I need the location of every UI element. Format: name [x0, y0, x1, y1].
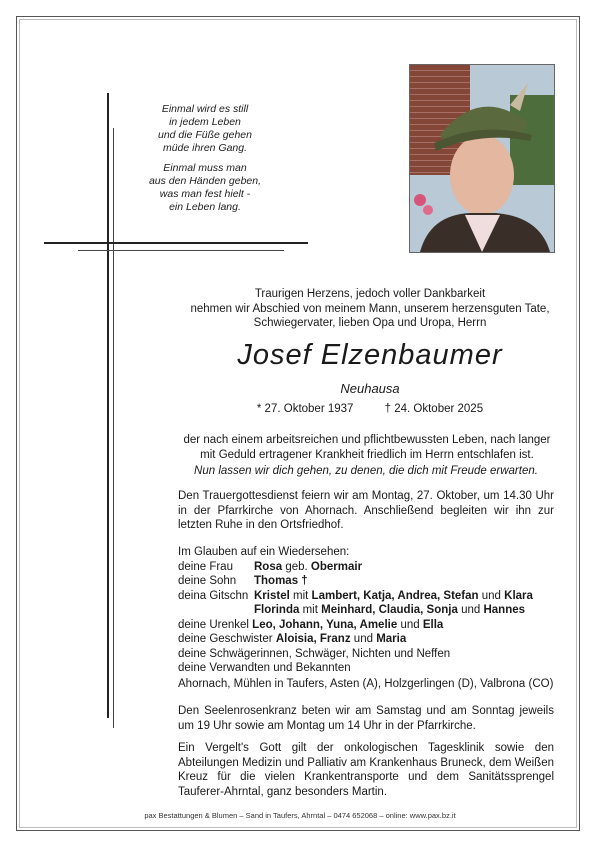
- places-line: Ahornach, Mühlen in Taufers, Asten (A), Holzgerlingen (D), Valbrona (CO): [178, 678, 554, 690]
- family-row-great-grandchildren: deine Urenkel Leo, Johann, Yuna, Amelie und Ella: [178, 618, 444, 631]
- birth-date: * 27. Oktober 1937: [256, 403, 354, 415]
- cross-vertical-1: [107, 93, 109, 718]
- poem-line: ein Leben lang.: [169, 201, 241, 213]
- service-paragraph: Den Trauergottesdienst feiern wir am Montag, 27. Oktober, um 14.30 Uhr in der Pfarrkirche von Ahornach. Anschließend begleiten wir ihn zur letzten Ruhe in den Ortsfriedhof.: [178, 490, 554, 531]
- family-row-siblings: deine Geschwister Aloisia, Franz und Maria: [178, 633, 407, 645]
- deceased-name: Josef Elzenbaumer: [237, 339, 503, 371]
- intro-line: Schwiegervater, lieben Opa und Uropa, Herrn: [253, 317, 487, 329]
- family-row-son: deine Sohn Thomas †: [178, 575, 308, 587]
- poem-line: in jedem Leben: [169, 116, 241, 128]
- family-list: [178, 545, 558, 676]
- family-row-grandchildren-2: Florinda mit Meinhard, Claudia, Sonja und Hannes: [254, 604, 526, 616]
- intro-line: Traurigen Herzens, jedoch voller Dankbarkeit: [254, 288, 486, 300]
- thanks-paragraph: Ein Vergelt's Gott gilt der onkologischen Tagesklinik sowie den Abteilungen Medizin und Palliativ am Krankenhaus Bruneck, dem Weißen Kreuz für die vielen Krankentransporte und dem Sanitätssprengel Tauferer-Ahrntal, ganz besonders Martin.: [178, 742, 554, 798]
- poem-line: aus den Händen geben,: [148, 175, 262, 187]
- poem-line: was man fest hielt -: [159, 188, 251, 200]
- intro-text: [160, 287, 580, 331]
- poem-line: Einmal muss man: [163, 162, 247, 174]
- life-dates: [160, 403, 580, 415]
- poem-line: müde ihren Gang.: [162, 142, 248, 154]
- intro-line: nehmen wir Abschied von meinem Mann, unserem herzensguten Tate,: [190, 302, 550, 315]
- rosary-paragraph: Den Seelenrosenkranz beten wir am Samstag und am Sonntag jeweils um 19 Uhr sowie am Montag um 14 Uhr in der Pfarrkirche.: [178, 705, 554, 732]
- farewell-quote: Nun lassen wir dich gehen, zu denen, die dich mit Freude erwarten.: [194, 465, 538, 477]
- family-heading: Im Glauben auf ein Wiedersehen:: [178, 546, 350, 558]
- life-paragraph: der nach einem arbeitsreichen und pflichtbewussten Leben, nach langer mit Geduld ertragener Krankheit friedlich im Herrn entschlafen ist.: [183, 434, 551, 461]
- poem-line: und die Füße gehen: [158, 129, 252, 141]
- family-row-relatives: deine Verwandten und Bekannten: [178, 662, 351, 674]
- residence-name: Neuhausa: [340, 381, 400, 396]
- family-row-grandchildren: deina Gitschn Kristel mit Lambert, Katja, Andrea, Stefan und Klara: [178, 589, 533, 602]
- family-row-wife: deine Frau Rosa geb. Obermair: [178, 560, 363, 573]
- poem: [130, 103, 280, 214]
- portrait-photo: [409, 64, 555, 253]
- footer-undertaker: pax Bestattungen & Blumen – Sand in Taufers, Ahrntal – 0474 652068 – online: www.pax.bz.it: [144, 811, 456, 820]
- cross-vertical-2: [113, 128, 114, 728]
- poem-line: Einmal wird es still: [161, 103, 249, 115]
- family-row-inlaws: deine Schwägerinnen, Schwäger, Nichten und Neffen: [178, 647, 451, 660]
- cross-horizontal-2: [78, 250, 284, 251]
- death-date: † 24. Oktober 2025: [384, 403, 484, 415]
- cross-horizontal-1: [44, 242, 308, 244]
